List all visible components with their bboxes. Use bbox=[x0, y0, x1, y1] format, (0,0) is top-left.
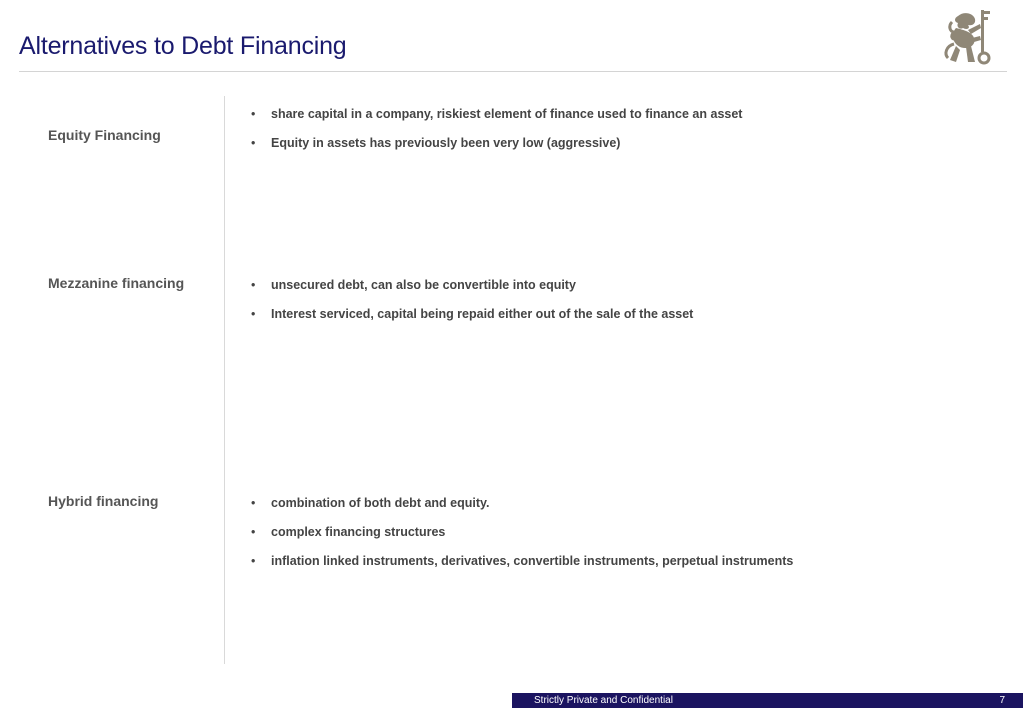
bullet-text: share capital in a company, riskiest element of finance used to finance an asset bbox=[271, 107, 743, 121]
bullet-dot-icon: • bbox=[251, 496, 256, 510]
bullet-dot-icon: • bbox=[251, 525, 256, 539]
bullet-list-mezzanine-financing bbox=[251, 278, 693, 336]
page-title: Alternatives to Debt Financing bbox=[19, 32, 347, 60]
bullet-text: unsecured debt, can also be convertible into equity bbox=[271, 278, 576, 292]
bullet-item bbox=[251, 525, 793, 540]
section-label-hybrid-financing: Hybrid financing bbox=[48, 493, 159, 509]
bullet-text: Interest serviced, capital being repaid either out of the sale of the asset bbox=[271, 307, 694, 321]
section-label-equity-financing: Equity Financing bbox=[48, 127, 161, 143]
bullet-dot-icon: • bbox=[251, 278, 256, 292]
vertical-divider bbox=[224, 96, 225, 664]
bullet-text: inflation linked instruments, derivatives, convertible instruments, perpetual instruments bbox=[271, 554, 794, 568]
bullet-dot-icon: • bbox=[251, 107, 256, 121]
section-label-mezzanine-financing: Mezzanine financing bbox=[48, 275, 185, 291]
bullet-item bbox=[251, 554, 793, 569]
bullet-text: complex financing structures bbox=[271, 525, 446, 539]
bullet-list-equity-financing bbox=[251, 107, 742, 165]
bullet-item bbox=[251, 107, 742, 122]
bullet-dot-icon: • bbox=[251, 307, 256, 321]
page-number: 7 bbox=[999, 695, 1005, 706]
bullet-item bbox=[251, 307, 693, 322]
bullet-dot-icon: • bbox=[251, 136, 256, 150]
bullet-text: Equity in assets has previously been very low (aggressive) bbox=[271, 136, 621, 150]
footer-confidentiality-text: Strictly Private and Confidential bbox=[534, 695, 673, 706]
bullet-item bbox=[251, 496, 793, 511]
bullet-dot-icon: • bbox=[251, 554, 256, 568]
lion-with-key-logo-icon bbox=[938, 6, 998, 68]
bullet-item bbox=[251, 136, 742, 151]
bullet-text: combination of both debt and equity. bbox=[271, 496, 490, 510]
bullet-item bbox=[251, 278, 693, 293]
title-divider bbox=[19, 71, 1007, 72]
bullet-list-hybrid-financing bbox=[251, 496, 793, 583]
footer-bar bbox=[512, 693, 1023, 708]
